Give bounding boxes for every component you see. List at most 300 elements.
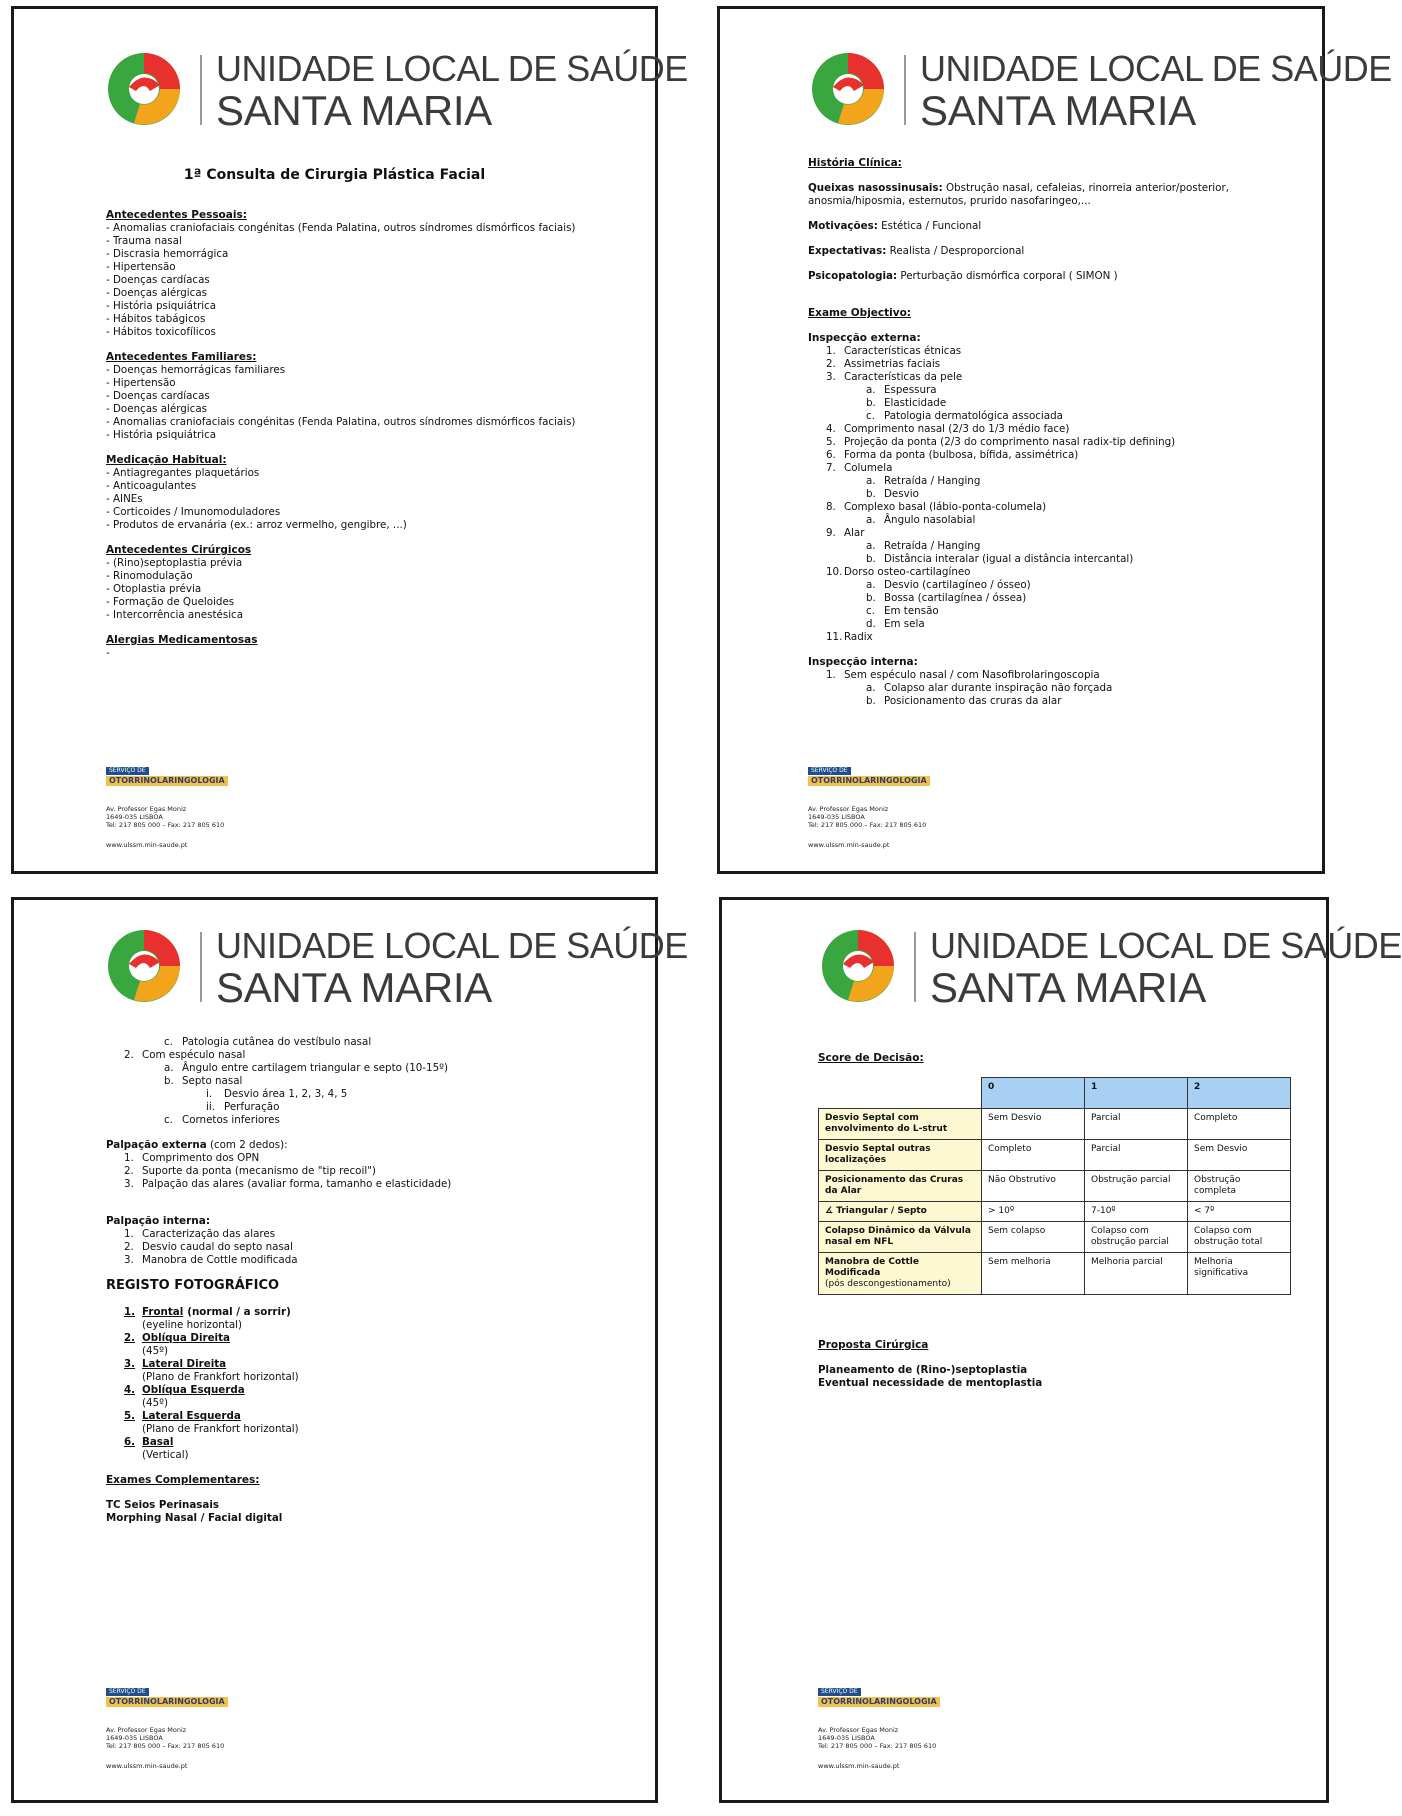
outline-item (808, 410, 1302, 423)
institution-line-2: SANTA MARIA (216, 964, 492, 1011)
table-cell: Sem Desvio (1188, 1140, 1291, 1171)
table-cell: Parcial (1085, 1109, 1188, 1140)
outline-text: Sem espéculo nasal / com Nasofibrolaringoscopia (844, 669, 1100, 681)
foto-item (106, 1358, 635, 1384)
page4-content (818, 1052, 1306, 1390)
outline-number: 3. (124, 1254, 134, 1266)
outline-number: c. (866, 410, 875, 422)
list-item: - Doenças alérgicas (106, 287, 635, 300)
score-table (818, 1077, 1291, 1295)
ulssm-logo-icon (104, 49, 184, 129)
outline-item (808, 358, 1302, 371)
table-cell: Melhoria significativa (1188, 1253, 1291, 1295)
header-divider (914, 932, 916, 1002)
list-item: - Intercorrência anestésica (106, 609, 635, 622)
outline-item (106, 1036, 635, 1049)
outline-number: c. (164, 1114, 173, 1126)
outline-item (106, 1049, 635, 1062)
outline-text: Colapso alar durante inspiração não forçada (884, 682, 1113, 694)
foto-title-line (124, 1384, 635, 1397)
service-badge (808, 757, 930, 786)
psicopatologia-row (808, 270, 1302, 283)
foto-number: 6. (124, 1436, 136, 1448)
queixas-row (808, 182, 1302, 208)
outline-text: Radix (844, 631, 873, 643)
field-label: Queixas nasossinusais: (808, 182, 943, 194)
field-note: (com 2 dedos): (209, 1139, 288, 1151)
table-row (819, 1222, 1291, 1253)
outline-item (808, 566, 1302, 579)
inspeccao-interna-list (808, 669, 1302, 708)
list-item: - Hábitos toxicofílicos (106, 326, 635, 339)
foto-item (106, 1384, 635, 1410)
field-label: Psicopatologia: (808, 270, 898, 282)
page-footer (106, 1678, 228, 1770)
outline-number: 9. (826, 527, 836, 539)
proposta-item: Eventual necessidade de mentoplastia (818, 1377, 1043, 1389)
palpacao-externa-list (106, 1152, 635, 1191)
outline-number: 2. (124, 1049, 134, 1061)
outline-number: b. (866, 592, 876, 604)
outline-item (808, 579, 1302, 592)
outline-number: a. (866, 514, 876, 526)
outline-number: a. (866, 579, 876, 591)
row-label: ∡ Triangular / Septo (825, 1206, 927, 1216)
list-item: - História psiquiátrica (106, 429, 635, 442)
header-divider (200, 932, 202, 1002)
phone-line: Tel: 217 805 000 – Fax: 217 805 610 (808, 821, 927, 829)
table-cell: Obstrução completa (1188, 1171, 1291, 1202)
table-cell: Melhoria parcial (1085, 1253, 1188, 1295)
inspeccao-externa-list (808, 345, 1302, 644)
foto-number: 1. (124, 1306, 136, 1318)
page-footer (818, 1678, 940, 1770)
service-badge-top: SERVIÇO DE (106, 1688, 149, 1696)
section-heading: Antecedentes Cirúrgicos (106, 544, 252, 556)
website-link[interactable]: www.ulssm.min-saude.pt (106, 1762, 188, 1770)
foto-note: (45º) (142, 1397, 168, 1409)
row-label-cell (819, 1109, 982, 1140)
table-cell: Sem Desvio (982, 1109, 1085, 1140)
institution-name (216, 926, 688, 1010)
service-badge (106, 1678, 228, 1707)
outline-text: Retraída / Hanging (884, 540, 981, 552)
outline-number: b. (164, 1075, 174, 1087)
outline-text: Complexo basal (lábio-ponta-columela) (844, 501, 1047, 513)
foto-number: 3. (124, 1358, 136, 1370)
address-line: Av. Professor Egas Moniz (818, 1726, 899, 1734)
outline-number: b. (866, 553, 876, 565)
proposta-item: Planeamento de (Rino-)septoplastia (818, 1364, 1028, 1376)
table-cell: < 7º (1188, 1202, 1291, 1222)
table-cell: Obstrução parcial (1085, 1171, 1188, 1202)
subsection-heading: Inspecção externa: (808, 332, 921, 344)
column-header: 2 (1188, 1078, 1291, 1109)
foto-title: Oblíqua Esquerda (142, 1384, 245, 1396)
outline-item (808, 669, 1302, 682)
outline-item (106, 1101, 635, 1114)
outline-text: Septo nasal (182, 1075, 243, 1087)
institution-line-2: SANTA MARIA (920, 87, 1196, 134)
cirurgicos-list (106, 557, 635, 622)
row-label-cell (819, 1171, 982, 1202)
service-badge-top: SERVIÇO DE (106, 767, 149, 775)
outline-item (808, 553, 1302, 566)
outline-item (808, 514, 1302, 527)
outline-number: b. (866, 695, 876, 707)
outline-item (808, 501, 1302, 514)
list-item: - Hipertensão (106, 261, 635, 274)
page1-content (106, 209, 635, 660)
page-footer (106, 757, 228, 849)
section-heading: Exames Complementares: (106, 1474, 260, 1486)
foto-note: (eyeline horizontal) (142, 1319, 243, 1331)
ulssm-logo-icon (808, 49, 888, 129)
list-item: - Anomalias craniofaciais congénitas (Fenda Palatina, outros síndromes dismórficos faciais) (106, 416, 635, 429)
outline-text: Columela (844, 462, 893, 474)
palpacao-externa-heading (106, 1139, 635, 1152)
outline-item (808, 682, 1302, 695)
outline-text: Projeção da ponta (2/3 do comprimento nasal radix-tip defining) (844, 436, 1176, 448)
foto-title: Lateral Esquerda (142, 1410, 241, 1422)
outline-text: Posicionamento das cruras da alar (884, 695, 1062, 707)
list-item: - Doenças hemorrágicas familiares (106, 364, 635, 377)
outline-text: Patologia cutânea do vestíbulo nasal (182, 1036, 372, 1048)
outline-item (808, 462, 1302, 475)
medicacao-list (106, 467, 635, 532)
outline-text: Com espéculo nasal (142, 1049, 246, 1061)
row-label: Desvio Septal outras localizações (825, 1144, 931, 1165)
service-badge (818, 1678, 940, 1707)
outline-item (808, 695, 1302, 708)
document-page-4 (719, 897, 1402, 1803)
outline-number: 1. (124, 1152, 134, 1164)
foto-title: Lateral Direita (142, 1358, 227, 1370)
section-heading: Medicação Habitual: (106, 454, 227, 466)
field-label: Motivações: (808, 220, 878, 232)
outline-number: c. (866, 605, 875, 617)
document-title: 1ª Consulta de Cirurgia Plástica Facial (183, 167, 486, 183)
table-cell: > 10º (982, 1202, 1085, 1222)
outline-number: 2. (124, 1165, 134, 1177)
outline-text: Características da pele (844, 371, 963, 383)
especulo-list (106, 1036, 635, 1127)
institution-line-1: UNIDADE LOCAL DE SAÚDE (216, 925, 688, 966)
institution-line-1: UNIDADE LOCAL DE SAÚDE (920, 48, 1392, 89)
outline-item (808, 488, 1302, 501)
outline-number: 5. (826, 436, 836, 448)
document-page-2 (717, 6, 1392, 874)
service-badge-name: OTORRINOLARINGOLOGIA (106, 776, 228, 786)
outline-item (106, 1178, 635, 1191)
section-heading: Antecedentes Pessoais: (106, 209, 247, 221)
outline-item (106, 1062, 635, 1075)
institution-name (920, 49, 1392, 133)
registo-heading: REGISTO FOTOGRÁFICO (106, 1278, 280, 1293)
outline-text: Espessura (884, 384, 937, 396)
address-block (106, 805, 228, 829)
address-line: Av. Professor Egas Moniz (106, 805, 187, 813)
outline-text: Suporte da ponta (mecanismo de "tip recoil") (142, 1165, 376, 1177)
outline-number: b. (866, 488, 876, 500)
table-cell: Parcial (1085, 1140, 1188, 1171)
outline-number: 2. (826, 358, 836, 370)
outline-text: Características étnicas (844, 345, 962, 357)
outline-number: 1. (826, 345, 836, 357)
list-item: - Doenças cardíacas (106, 390, 635, 403)
field-label: Expectativas: (808, 245, 887, 257)
outline-number: 4. (826, 423, 836, 435)
table-cell: Colapso com obstrução total (1188, 1222, 1291, 1253)
alergias-value: - (106, 647, 110, 659)
outline-item (808, 618, 1302, 631)
service-badge-name: OTORRINOLARINGOLOGIA (818, 1697, 940, 1707)
outline-item (106, 1114, 635, 1127)
outline-text: Assimetrias faciais (844, 358, 941, 370)
institution-name (930, 926, 1402, 1010)
outline-number: b. (866, 397, 876, 409)
table-cell: 7-10º (1085, 1202, 1188, 1222)
list-item: - Anomalias craniofaciais congénitas (Fenda Palatina, outros síndromes dismórficos faciais) (106, 222, 635, 235)
outline-item (808, 631, 1302, 644)
row-sublabel: (pós descongestionamento) (825, 1279, 951, 1289)
foto-number: 4. (124, 1384, 136, 1396)
table-cell: Colapso com obstrução parcial (1085, 1222, 1188, 1253)
service-badge-top: SERVIÇO DE (818, 1688, 861, 1696)
row-label-cell (819, 1253, 982, 1295)
service-badge (106, 757, 228, 786)
outline-number: 3. (826, 371, 836, 383)
outline-item (808, 397, 1302, 410)
list-item: - Corticoides / Imunomoduladores (106, 506, 635, 519)
outline-text: Ângulo entre cartilagem triangular e septo (10-15º) (182, 1062, 448, 1074)
outline-item (106, 1075, 635, 1088)
outline-text: Em tensão (884, 605, 939, 617)
ulssm-logo-icon (818, 926, 898, 1006)
expectativas-row (808, 245, 1302, 258)
field-label: Palpação externa (106, 1139, 207, 1151)
outline-item (106, 1228, 635, 1241)
table-header-row (819, 1078, 1291, 1109)
outline-item (106, 1165, 635, 1178)
outline-text: Perfuração (224, 1101, 280, 1113)
table-cell: Completo (1188, 1109, 1291, 1140)
table-row (819, 1140, 1291, 1171)
foto-note: (Plano de Frankfort horizontal) (142, 1371, 299, 1383)
outline-text: Distância interalar (igual a distância intercantal) (884, 553, 1134, 565)
institution-name (216, 49, 688, 133)
foto-note: (Plano de Frankfort horizontal) (142, 1423, 299, 1435)
address-line: 1649-035 LISBOA (106, 813, 163, 821)
phone-line: Tel: 217 805 000 – Fax: 217 805 610 (106, 821, 225, 829)
header-divider (200, 55, 202, 125)
list-item: - Trauma nasal (106, 235, 635, 248)
website-link[interactable]: www.ulssm.min-saude.pt (106, 841, 188, 849)
outline-number: 2. (124, 1241, 134, 1253)
outline-number: 1. (124, 1228, 134, 1240)
table-cell: Sem colapso (982, 1222, 1085, 1253)
page3-content (106, 1036, 635, 1525)
subsection-heading: Palpação interna: (106, 1215, 211, 1227)
field-value: Obstrução nasal, cefaleias, rinorreia anterior/posterior, anosmia/hiposmia, esternutos, prurido nasofaringeo,... (808, 182, 1229, 207)
outline-text: Desvio caudal do septo nasal (142, 1241, 293, 1253)
foto-item (106, 1306, 635, 1332)
foto-title-line (124, 1436, 635, 1449)
section-heading: Proposta Cirúrgica (818, 1339, 929, 1351)
address-line: 1649-035 LISBOA (808, 813, 865, 821)
subsection-heading: Inspecção interna: (808, 656, 918, 668)
outline-text: Patologia dermatológica associada (884, 410, 1063, 422)
exame-item: TC Seios Perinasais (106, 1499, 220, 1511)
foto-title-line (124, 1332, 635, 1345)
table-cell: Não Obstrutivo (982, 1171, 1085, 1202)
institution-line-2: SANTA MARIA (216, 87, 492, 134)
outline-number: 3. (124, 1178, 134, 1190)
foto-item (106, 1436, 635, 1462)
outline-number: 8. (826, 501, 836, 513)
outline-text: Comprimento dos OPN (142, 1152, 260, 1164)
outline-item (808, 423, 1302, 436)
outline-number: 6. (826, 449, 836, 461)
pessoais-list (106, 222, 635, 339)
phone-line: Tel: 217 805 000 – Fax: 217 805 610 (106, 1742, 225, 1750)
column-header: 0 (982, 1078, 1085, 1109)
outline-number: 11. (826, 631, 843, 643)
field-value: Estética / Funcional (881, 220, 982, 232)
outline-text: Dorso osteo-cartilagíneo (844, 566, 971, 578)
familiares-list (106, 364, 635, 442)
row-label-cell (819, 1140, 982, 1171)
outline-text: Desvio área 1, 2, 3, 4, 5 (224, 1088, 348, 1100)
list-item: - Formação de Queloides (106, 596, 635, 609)
foto-title: Frontal (142, 1306, 184, 1318)
section-heading: Antecedentes Familiares: (106, 351, 257, 363)
list-item: - Rinomodulação (106, 570, 635, 583)
outline-number: a. (866, 682, 876, 694)
outline-item (808, 436, 1302, 449)
table-row (819, 1253, 1291, 1295)
list-item: - Anticoagulantes (106, 480, 635, 493)
motivacoes-row (808, 220, 1302, 233)
institution-line-1: UNIDADE LOCAL DE SAÚDE (930, 925, 1402, 966)
address-line: Av. Professor Egas Moniz (808, 805, 889, 813)
foto-title-line (124, 1306, 635, 1319)
address-block (808, 805, 930, 829)
list-item: - Produtos de ervanária (ex.: arroz vermelho, gengibre, ...) (106, 519, 635, 532)
institution-line-1: UNIDADE LOCAL DE SAÚDE (216, 48, 688, 89)
list-item: - Otoplastia prévia (106, 583, 635, 596)
foto-title: Oblíqua Direita (142, 1332, 230, 1344)
service-badge-name: OTORRINOLARINGOLOGIA (808, 776, 930, 786)
service-badge-top: SERVIÇO DE (808, 767, 851, 775)
outline-number: a. (164, 1062, 174, 1074)
foto-number: 2. (124, 1332, 136, 1344)
document-page-1 (11, 6, 688, 874)
foto-title: Basal (142, 1436, 174, 1448)
outline-item (808, 371, 1302, 384)
outline-item (808, 384, 1302, 397)
outline-item (106, 1241, 635, 1254)
outline-text: Comprimento nasal (2/3 do 1/3 médio face) (844, 423, 1070, 435)
outline-text: Caracterização das alares (142, 1228, 276, 1240)
outline-item (808, 592, 1302, 605)
outline-text: Alar (844, 527, 865, 539)
outline-item (106, 1254, 635, 1267)
document-page-3 (11, 897, 688, 1803)
table-cell: Completo (982, 1140, 1085, 1171)
outline-number: c. (164, 1036, 173, 1048)
outline-item (106, 1088, 635, 1101)
row-label: Posicionamento das Cruras da Alar (825, 1175, 964, 1196)
list-item: - Discrasia hemorrágica (106, 248, 635, 261)
outline-item (808, 605, 1302, 618)
address-block (818, 1726, 940, 1750)
page2-content (808, 157, 1302, 708)
foto-note: (Vertical) (142, 1449, 189, 1461)
outline-number: 1. (826, 669, 836, 681)
outline-text: Cornetos inferiores (182, 1114, 280, 1126)
website-link[interactable]: www.ulssm.min-saude.pt (808, 841, 890, 849)
outline-number: ii. (206, 1101, 215, 1113)
outline-text: Forma da ponta (bulbosa, bífida, assimétrica) (844, 449, 1079, 461)
list-item: - (Rino)septoplastia prévia (106, 557, 635, 570)
table-row (819, 1109, 1291, 1140)
outline-text: Retraída / Hanging (884, 475, 981, 487)
address-block (106, 1726, 228, 1750)
outline-number: a. (866, 384, 876, 396)
outline-number: a. (866, 475, 876, 487)
outline-item (808, 540, 1302, 553)
ulssm-logo-icon (104, 926, 184, 1006)
outline-number: a. (866, 540, 876, 552)
row-label: Manobra de Cottle Modificada (825, 1257, 919, 1278)
list-item: - Doenças alérgicas (106, 403, 635, 416)
list-item: - Hipertensão (106, 377, 635, 390)
foto-item (106, 1410, 635, 1436)
outline-item (808, 475, 1302, 488)
section-heading: Score de Decisão: (818, 1052, 924, 1064)
foto-number: 5. (124, 1410, 136, 1422)
list-item: - História psiquiátrica (106, 300, 635, 313)
list-item: - Hábitos tabágicos (106, 313, 635, 326)
list-item: - AINEs (106, 493, 635, 506)
foto-note: (45º) (142, 1345, 168, 1357)
outline-text: Elasticidade (884, 397, 947, 409)
outline-item (808, 449, 1302, 462)
service-badge-name: OTORRINOLARINGOLOGIA (106, 1697, 228, 1707)
phone-line: Tel: 217 805 000 – Fax: 217 805 610 (818, 1742, 937, 1750)
section-heading: Alergias Medicamentosas (106, 634, 258, 646)
section-heading: História Clínica: (808, 157, 902, 169)
foto-title-line (124, 1358, 635, 1371)
foto-item (106, 1332, 635, 1358)
outline-number: 10. (826, 566, 843, 578)
address-line: 1649-035 LISBOA (106, 1734, 163, 1742)
exame-item: Morphing Nasal / Facial digital (106, 1512, 283, 1524)
outline-number: i. (206, 1088, 213, 1100)
page-footer (808, 757, 930, 849)
outline-item (106, 1152, 635, 1165)
outline-number: 7. (826, 462, 836, 474)
foto-extra: (normal / a sorrir) (187, 1306, 291, 1318)
outline-text: Desvio (884, 488, 919, 500)
website-link[interactable]: www.ulssm.min-saude.pt (818, 1762, 900, 1770)
outline-item (808, 527, 1302, 540)
address-line: Av. Professor Egas Moniz (106, 1726, 187, 1734)
outline-number: d. (866, 618, 876, 630)
row-label-cell (819, 1202, 982, 1222)
institution-line-2: SANTA MARIA (930, 964, 1206, 1011)
